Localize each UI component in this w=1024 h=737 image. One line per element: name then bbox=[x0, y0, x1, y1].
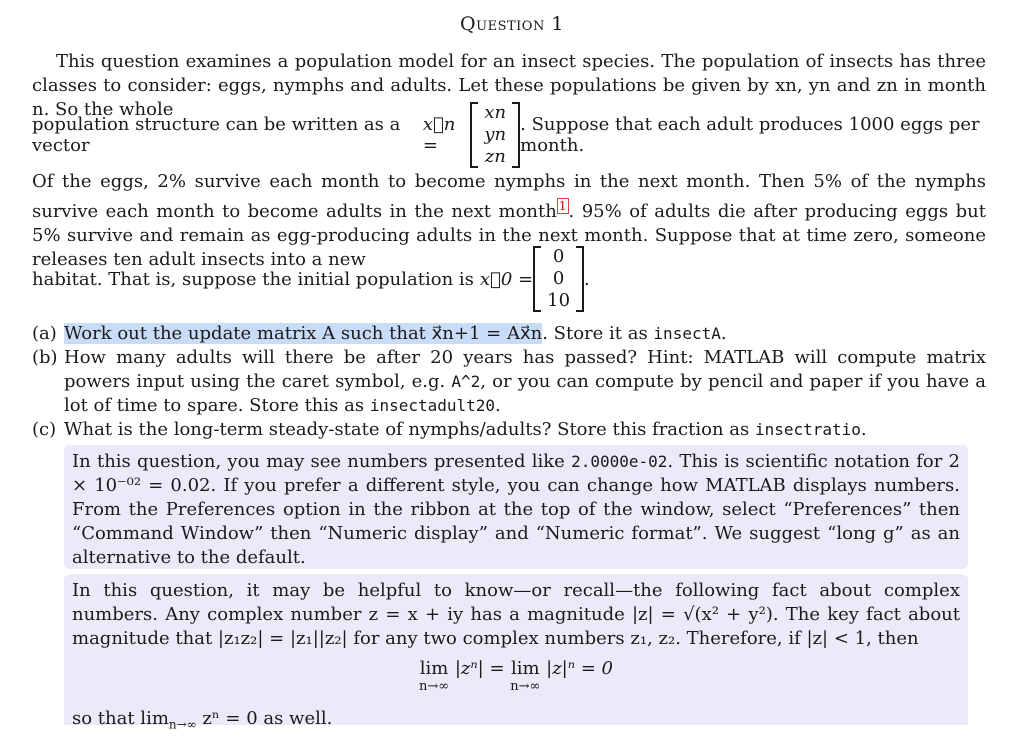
note-conclusion bbox=[72, 707, 960, 737]
highlighted-text[interactable]: Work out the update matrix A such that x⃗n+1 = Ax⃗n bbox=[64, 323, 543, 344]
item-text-2: , or you can compute by pencil and paper if you have a lot of time to spare. Store this as bbox=[64, 371, 986, 416]
code-snippet: 2.0000e-02 bbox=[571, 452, 668, 471]
note-text: In this question, it may be helpful to know—or recall—the following fact about complex numbers. Any complex number z = x + iy has a magnitude |z| = √(x² + y²). The key fact about magnitude that |z₁z₂| = |z₁||z₂| for any two complex numbers z₁, z₂. Therefore, if |z| < 1, then bbox=[72, 580, 960, 649]
limit-operator bbox=[419, 657, 449, 693]
variable-name: insectadult20 bbox=[369, 396, 496, 415]
limit-expression-1: |zⁿ| = bbox=[454, 658, 505, 679]
item-label: (a) bbox=[32, 323, 57, 344]
intro-paragraph: This question examines a population model for an insect species. The population of insects has three classes to consider: eggs, nymphs and adults. Let these populations be given by xn, yn and zn in month n. So the whole bbox=[32, 51, 986, 120]
survival-text-a: Of the eggs, 2% survive each month to become nymphs in the next month. Then 5% of the nymphs survive each month to become adults in the next month bbox=[32, 171, 986, 222]
vector-entry: zn bbox=[484, 146, 506, 167]
question-list bbox=[32, 322, 992, 442]
init-tail-text: . bbox=[584, 268, 590, 290]
limit-word: lim bbox=[511, 658, 540, 679]
question-item-a bbox=[32, 322, 986, 346]
init-entry: 10 bbox=[547, 290, 571, 311]
note-text-2: . This is scientific notation for 2 × 10⁻⁰² = 0.02. If you prefer a different style, you can change how MATLAB displays numbers. From the Preferences option in the ribbon at the top of the window, select “Preferences” then “Command Window” then “Numeric display” and “Numeric format”. We suggest “long g” as an alternative to the default. bbox=[72, 451, 960, 568]
vector-tail-text: . Suppose that each adult produces 1000 eggs per month. bbox=[520, 114, 980, 156]
item-label: (b) bbox=[32, 347, 58, 368]
vector-symbol: x⃗n = bbox=[422, 114, 456, 156]
code-snippet: A^2 bbox=[451, 372, 481, 391]
limit-subscript: n→∞ bbox=[418, 679, 450, 694]
init-lead-text: habitat. That is, suppose the initial population is bbox=[32, 268, 474, 290]
item-end: . bbox=[495, 395, 501, 416]
question-item-c bbox=[32, 418, 986, 442]
initial-vector-matrix bbox=[533, 246, 584, 312]
limit-subscript: n→∞ bbox=[510, 679, 541, 694]
item-text: . Store it as bbox=[542, 323, 654, 344]
conclusion-subscript: n→∞ bbox=[168, 717, 197, 732]
initial-population-row bbox=[32, 244, 992, 314]
vector-definition-row bbox=[32, 100, 992, 170]
page-title: Question 1 bbox=[460, 13, 564, 35]
init-entry: 0 bbox=[552, 268, 565, 289]
init-entry: 0 bbox=[552, 246, 565, 267]
variable-name: insectratio bbox=[754, 420, 861, 439]
item-label: (c) bbox=[32, 419, 57, 440]
limit-operator bbox=[510, 657, 540, 693]
item-text: How many adults will there be after 20 years has passed? Hint: MATLAB will compute matrix powers input using the caret symbol, e.g. bbox=[64, 347, 986, 392]
item-end: . bbox=[720, 323, 727, 344]
note-text: In this question, you may see numbers presented like bbox=[72, 451, 572, 472]
variable-name: insectA bbox=[653, 324, 721, 343]
complex-numbers-note bbox=[64, 574, 968, 732]
item-text: What is the long-term steady-state of nymphs/adults? Store this fraction as bbox=[64, 419, 755, 440]
footnote-link[interactable]: 1 bbox=[558, 199, 567, 213]
vector-entry: xn bbox=[484, 102, 507, 123]
vector-lead-text: population structure can be written as a vector bbox=[32, 114, 401, 156]
question-item-b bbox=[32, 346, 986, 418]
vector-matrix bbox=[470, 102, 520, 168]
conclusion-end: zⁿ = 0 as well. bbox=[196, 708, 333, 729]
survival-text-b: . 95% of adults die after producing eggs but 5% survive and remain as egg-producing adults in the next month. Suppose that at time zero, someone releases ten adult insects into a new bbox=[32, 201, 986, 270]
init-symbol: x⃗0 = bbox=[479, 268, 534, 290]
scientific-notation-note bbox=[64, 445, 968, 569]
vector-entry: yn bbox=[484, 124, 507, 145]
conclusion-text: so that lim bbox=[72, 708, 169, 729]
item-end: . bbox=[860, 419, 867, 440]
limit-expression-2: |z|ⁿ = 0 bbox=[546, 658, 614, 679]
limit-equation bbox=[72, 657, 960, 705]
limit-word: lim bbox=[419, 658, 449, 679]
